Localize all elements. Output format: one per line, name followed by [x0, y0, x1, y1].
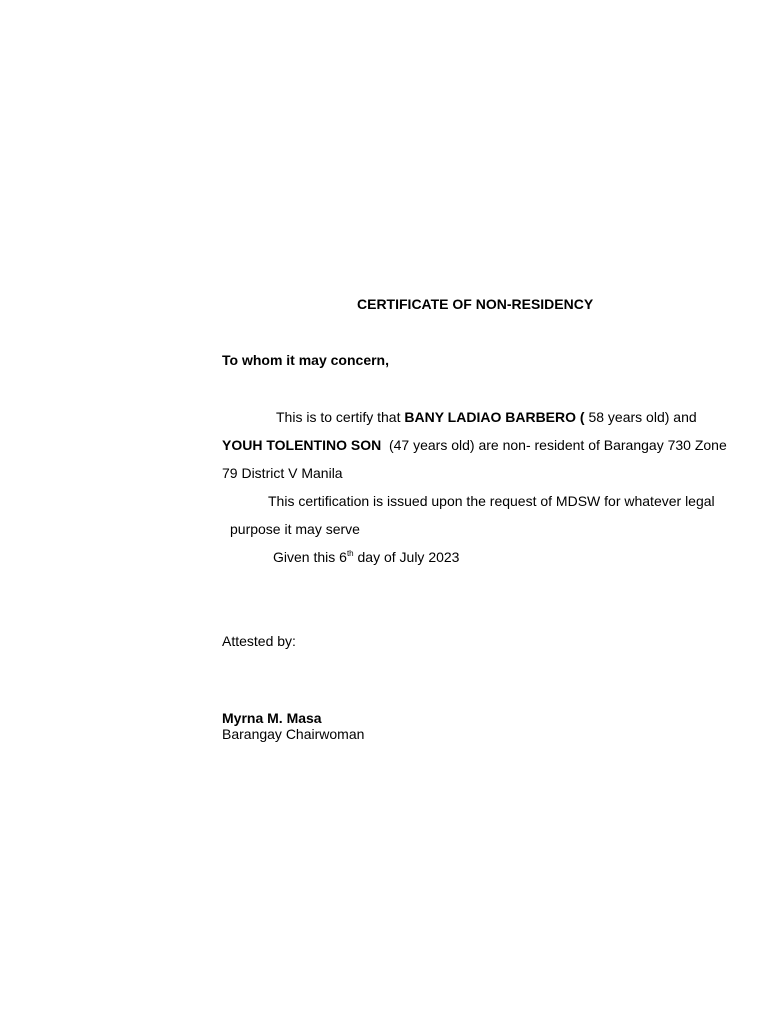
certificate-title-text: CERTIFICATE OF NON-RESIDENCY [357, 296, 594, 312]
person2-details: (47 years old) are non- resident of Barangay 730 Zone [381, 437, 727, 453]
given-suffix: day of July 2023 [353, 549, 460, 565]
person1-name: BANY LADIAO BARBERO ( [404, 409, 585, 425]
location-continuation: 79 District V Manila [222, 465, 343, 481]
purpose-text-2: purpose it may serve [230, 521, 360, 537]
signatory-name-text: Myrna M. Masa [222, 710, 322, 726]
salutation [222, 352, 389, 368]
attested-label-text: Attested by: [222, 633, 296, 649]
purpose-text-1: This certification is issued upon the request of MDSW for whatever legal [268, 493, 715, 509]
given-ordinal: th [346, 549, 354, 558]
intro-prefix: This is to certify that [276, 409, 405, 425]
signatory-position-text: Barangay Chairwoman [222, 726, 365, 742]
purpose-line-1 [268, 493, 715, 509]
signatory-name [222, 710, 322, 726]
attested-label [222, 633, 296, 649]
certificate-title [357, 296, 593, 312]
purpose-line-2 [230, 521, 360, 537]
salutation-text: To whom it may concern, [222, 352, 389, 368]
signatory-position [222, 726, 364, 742]
person1-age: 58 years old) and [584, 409, 697, 425]
person2-name: YOUH TOLENTINO SON [222, 437, 382, 453]
body-line-1 [276, 409, 697, 425]
body-line-2 [222, 437, 727, 453]
given-prefix: Given this 6 [273, 549, 347, 565]
given-date-line [273, 549, 459, 565]
body-line-3 [222, 465, 343, 481]
